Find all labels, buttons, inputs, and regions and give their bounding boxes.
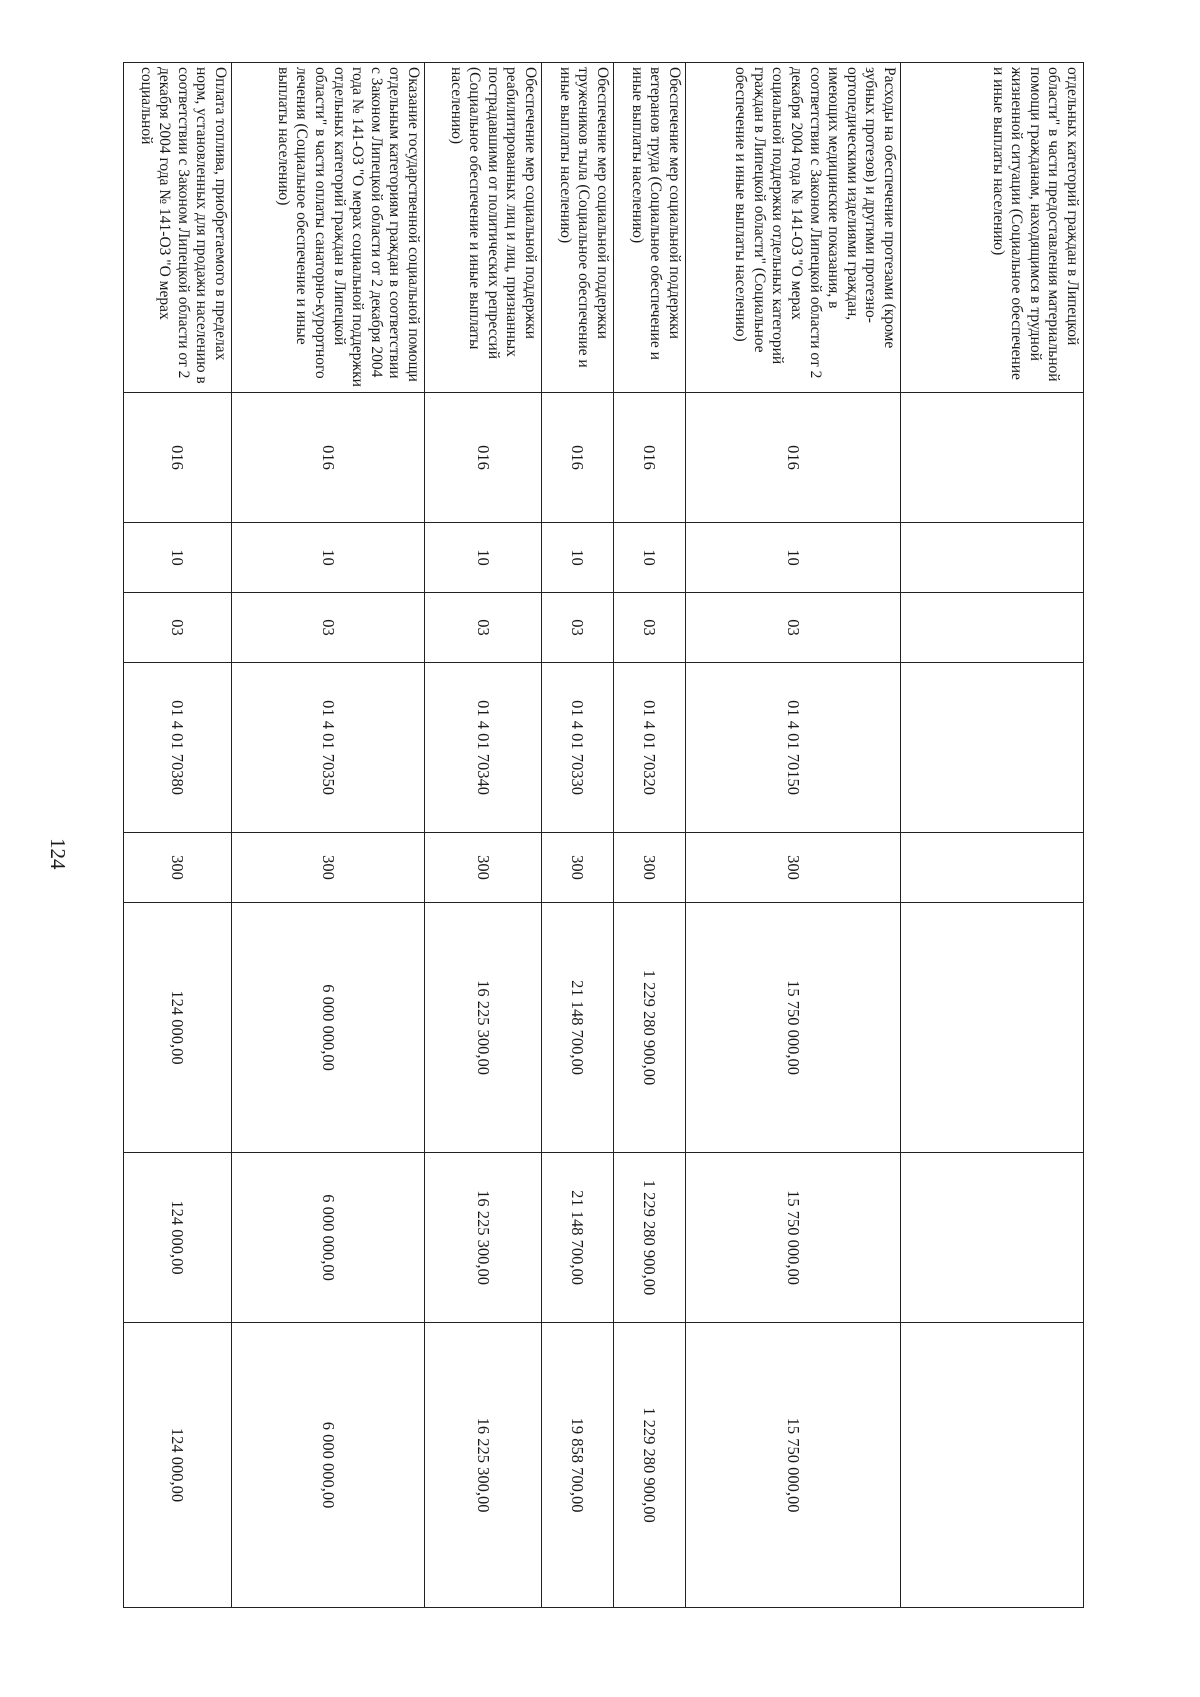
amount-year-3 xyxy=(901,1323,1084,1608)
expense-type-code: 300 xyxy=(686,833,901,903)
expense-type-code: 300 xyxy=(232,833,425,903)
subsection-code xyxy=(901,593,1084,663)
amount-year-2: 16 225 300,00 xyxy=(425,1153,542,1323)
ministry-code: 016 xyxy=(542,393,614,523)
amount-year-1: 16 225 300,00 xyxy=(425,903,542,1153)
target-article-code: 01 4 01 70380 xyxy=(124,663,232,833)
expense-type-code: 300 xyxy=(542,833,614,903)
target-article-code: 01 4 01 70340 xyxy=(425,663,542,833)
row-description: Оказание государственной социальной помощи отдельным категориям граждан в соответствии с Законом Липецкой области от 2 декабря 2004 года № 141-ОЗ "О мерах социальной поддержки отдельных категорий граждан в Липецкой области" в части оплаты санаторно-курортного лечения (Социальное обеспечение и иные выплаты населению) xyxy=(232,63,425,393)
target-article-code: 01 4 01 70330 xyxy=(542,663,614,833)
ministry-code: 016 xyxy=(614,393,686,523)
target-article-code xyxy=(901,663,1084,833)
section-code: 10 xyxy=(232,523,425,593)
section-code: 10 xyxy=(425,523,542,593)
expense-type-code: 300 xyxy=(614,833,686,903)
section-code: 10 xyxy=(614,523,686,593)
ministry-code: 016 xyxy=(124,393,232,523)
amount-year-3: 15 750 000,00 xyxy=(686,1323,901,1608)
amount-year-2: 15 750 000,00 xyxy=(686,1153,901,1323)
section-code: 10 xyxy=(686,523,901,593)
amount-year-1: 21 148 700,00 xyxy=(542,903,614,1153)
table-row xyxy=(686,63,901,1608)
table-row xyxy=(614,63,686,1608)
target-article-code: 01 4 01 70350 xyxy=(232,663,425,833)
amount-year-3: 19 858 700,00 xyxy=(542,1323,614,1608)
ministry-code xyxy=(901,393,1084,523)
expense-type-code: 300 xyxy=(425,833,542,903)
row-description: Расходы на обеспечение протезами (кроме зубных протезов) и другими протезно-ортопедическими изделиями граждан, имеющих медицинские показания, в соответствии с Законом Липецкой области от 2 декабря 2004 года № 141-ОЗ "О мерах социальной поддержки отдельных категорий граждан в Липецкой области" (Социальное обеспечение и иные выплаты населению) xyxy=(686,63,901,393)
expense-type-code: 300 xyxy=(124,833,232,903)
row-description: Оплата топлива, приобретаемого в пределах норм, установленных для продажи населению в соответствии с Законом Липецкой области от 2 декабря 2004 года № 141-ОЗ "О мерах социальной xyxy=(124,63,232,393)
amount-year-2: 124 000,00 xyxy=(124,1153,232,1323)
subsection-code: 03 xyxy=(542,593,614,663)
section-code xyxy=(901,523,1084,593)
ministry-code: 016 xyxy=(232,393,425,523)
amount-year-2 xyxy=(901,1153,1084,1323)
amount-year-1: 1 229 280 900,00 xyxy=(614,903,686,1153)
budget-table xyxy=(123,62,1084,1608)
amount-year-1: 6 000 000,00 xyxy=(232,903,425,1153)
row-description: Обеспечение мер социальной поддержки тружеников тыла (Социальное обеспечение и иные выплаты населению) xyxy=(542,63,614,393)
amount-year-3: 16 225 300,00 xyxy=(425,1323,542,1608)
subsection-code: 03 xyxy=(686,593,901,663)
amount-year-3: 6 000 000,00 xyxy=(232,1323,425,1608)
amount-year-3: 124 000,00 xyxy=(124,1323,232,1608)
expense-type-code xyxy=(901,833,1084,903)
target-article-code: 01 4 01 70320 xyxy=(614,663,686,833)
row-description: Обеспечение мер социальной поддержки реабилитированных лиц и лиц, признанных пострадавшими от политических репрессий (Социальное обеспечение и иные выплаты населению) xyxy=(425,63,542,393)
amount-year-1 xyxy=(901,903,1084,1153)
amount-year-1: 124 000,00 xyxy=(124,903,232,1153)
subsection-code: 03 xyxy=(425,593,542,663)
amount-year-3: 1 229 280 900,00 xyxy=(614,1323,686,1608)
row-description: отдельных категорий граждан в Липецкой области" в части предоставления материальной помощи гражданам, находящимся в трудной жизненной ситуации (Социальное обеспечение и иные выплаты населению) xyxy=(901,63,1084,393)
table-row xyxy=(901,63,1084,1608)
subsection-code: 03 xyxy=(614,593,686,663)
amount-year-2: 1 229 280 900,00 xyxy=(614,1153,686,1323)
section-code: 10 xyxy=(542,523,614,593)
table-row xyxy=(542,63,614,1608)
ministry-code: 016 xyxy=(425,393,542,523)
page-number: 124 xyxy=(46,838,70,870)
amount-year-2: 6 000 000,00 xyxy=(232,1153,425,1323)
table-row xyxy=(232,63,425,1608)
table-row xyxy=(124,63,232,1608)
section-code: 10 xyxy=(124,523,232,593)
table-row xyxy=(425,63,542,1608)
subsection-code: 03 xyxy=(124,593,232,663)
ministry-code: 016 xyxy=(686,393,901,523)
subsection-code: 03 xyxy=(232,593,425,663)
budget-table-wrapper xyxy=(124,62,1084,1607)
row-description: Обеспечение мер социальной поддержки ветеранов труда (Социальное обеспечение и иные выплаты населению) xyxy=(614,63,686,393)
amount-year-2: 21 148 700,00 xyxy=(542,1153,614,1323)
target-article-code: 01 4 01 70150 xyxy=(686,663,901,833)
amount-year-1: 15 750 000,00 xyxy=(686,903,901,1153)
